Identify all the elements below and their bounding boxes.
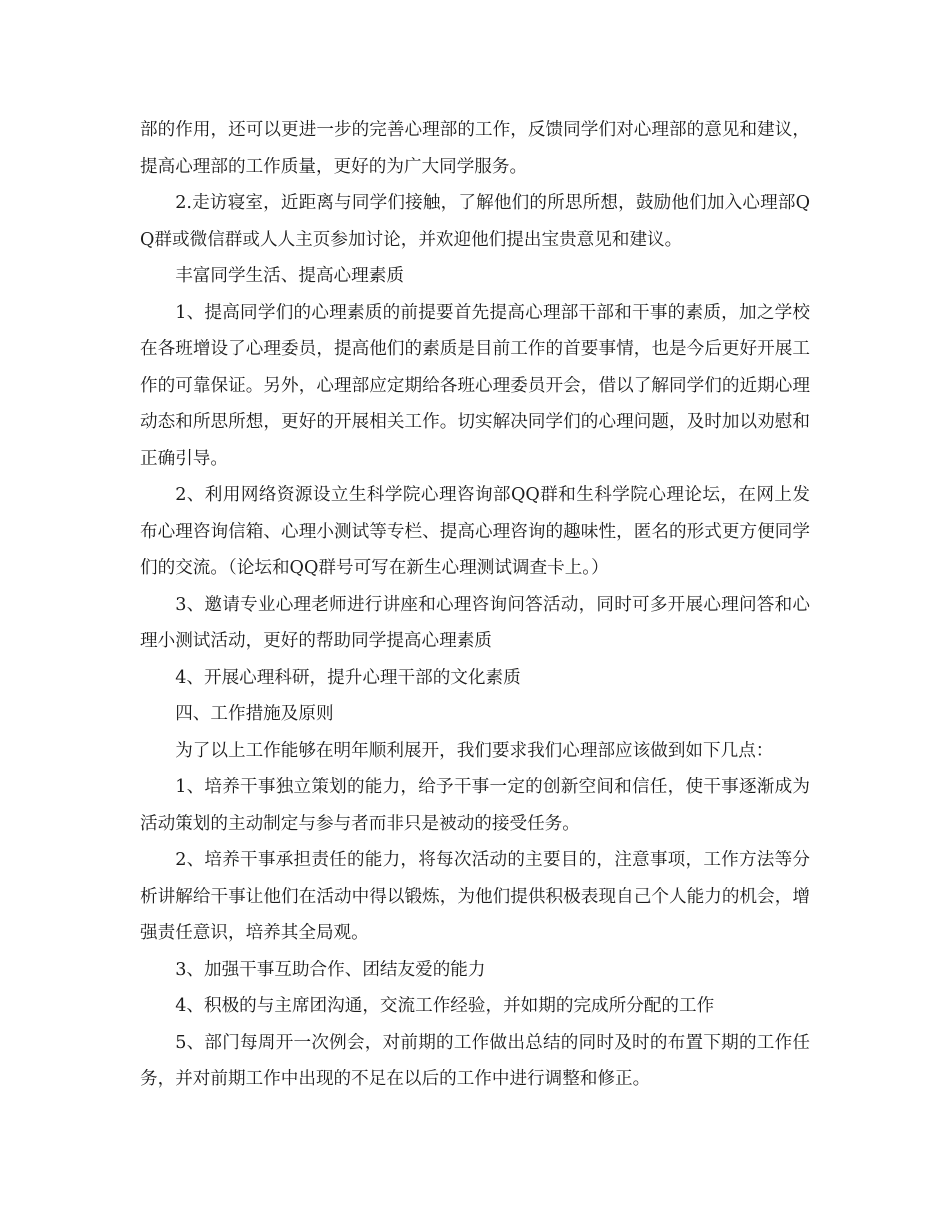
document-body: [140, 112, 810, 1098]
paragraph-measure-2: 2、培养干事承担责任的能力，将每次活动的主要目的，注意事项，工作方法等分析讲解给干事让他们在活动中得以锻炼，为他们提供积极表现自己个人能力的机会，增强责任意识，培养其全局观。: [140, 850, 810, 943]
section-heading-enrich-life: 丰富同学生活、提高心理素质: [175, 266, 404, 286]
paragraph-continuation: 部的作用，还可以更进一步的完善心理部的工作，反馈同学们对心理部的意见和建议，提高心理部的工作质量，更好的为广大同学服务。: [140, 120, 810, 177]
paragraph-intro-measures: 为了以上工作能够在明年顺利展开，我们要求我们心理部应该做到如下几点：: [175, 740, 774, 761]
paragraph-measure-5: 5、部门每周开一次例会，对前期的工作做出总结的同时及时的布置下期的工作任务，并对前期工作中出现的不足在以后的工作中进行调整和修正。: [140, 1032, 810, 1089]
paragraph-visit-dorms: 2.走访寝室，近距离与同学们接触，了解他们的所思所想，鼓励他们加入心理部QQ群或微信群或人人主页参加讨论，并欢迎他们提出宝贵意见和建议。: [140, 193, 810, 250]
paragraph-item-1-quality: 1、提高同学们的心理素质的前提要首先提高心理部干部和干事的素质，加之学校在各班增设了心理委员，提高他们的素质是目前工作的首要事情，也是今后更好开展工作的可靠保证。另外，心理部应定期给各班心理委员开会，借以了解同学们的近期心理动态和所思所想，更好的开展相关工作。切实解决同学们的心理问题，及时加以劝慰和正确引导。: [140, 302, 810, 469]
paragraph-measure-4: 4、积极的与主席团沟通，交流工作经验，并如期的完成所分配的工作: [175, 996, 715, 1016]
paragraph-item-2-network: 2、利用网络资源设立生科学院心理咨询部QQ群和生科学院心理论坛，在网上发布心理咨询信箱、心理小测试等专栏、提高心理咨询的趣味性，匿名的形式更方便同学们的交流。（论坛和QQ群号可写在新生心理测试调查卡上。）: [140, 485, 810, 578]
paragraph-measure-3: 3、加强干事互助合作、团结友爱的能力: [175, 959, 486, 980]
paragraph-item-4-research: 4、开展心理科研，提升心理干部的文化素质: [175, 667, 521, 688]
section-heading-measures: 四、工作措施及原则: [175, 704, 334, 724]
paragraph-item-3-lectures: 3、邀请专业心理老师进行讲座和心理咨询问答活动，同时可多开展心理问答和心理小测试活动，更好的帮助同学提高心理素质: [140, 594, 810, 651]
paragraph-measure-1: 1、培养干事独立策划的能力，给予干事一定的创新空间和信任，使干事逐渐成为活动策划的主动制定与参与者而非只是被动的接受任务。: [140, 777, 810, 834]
